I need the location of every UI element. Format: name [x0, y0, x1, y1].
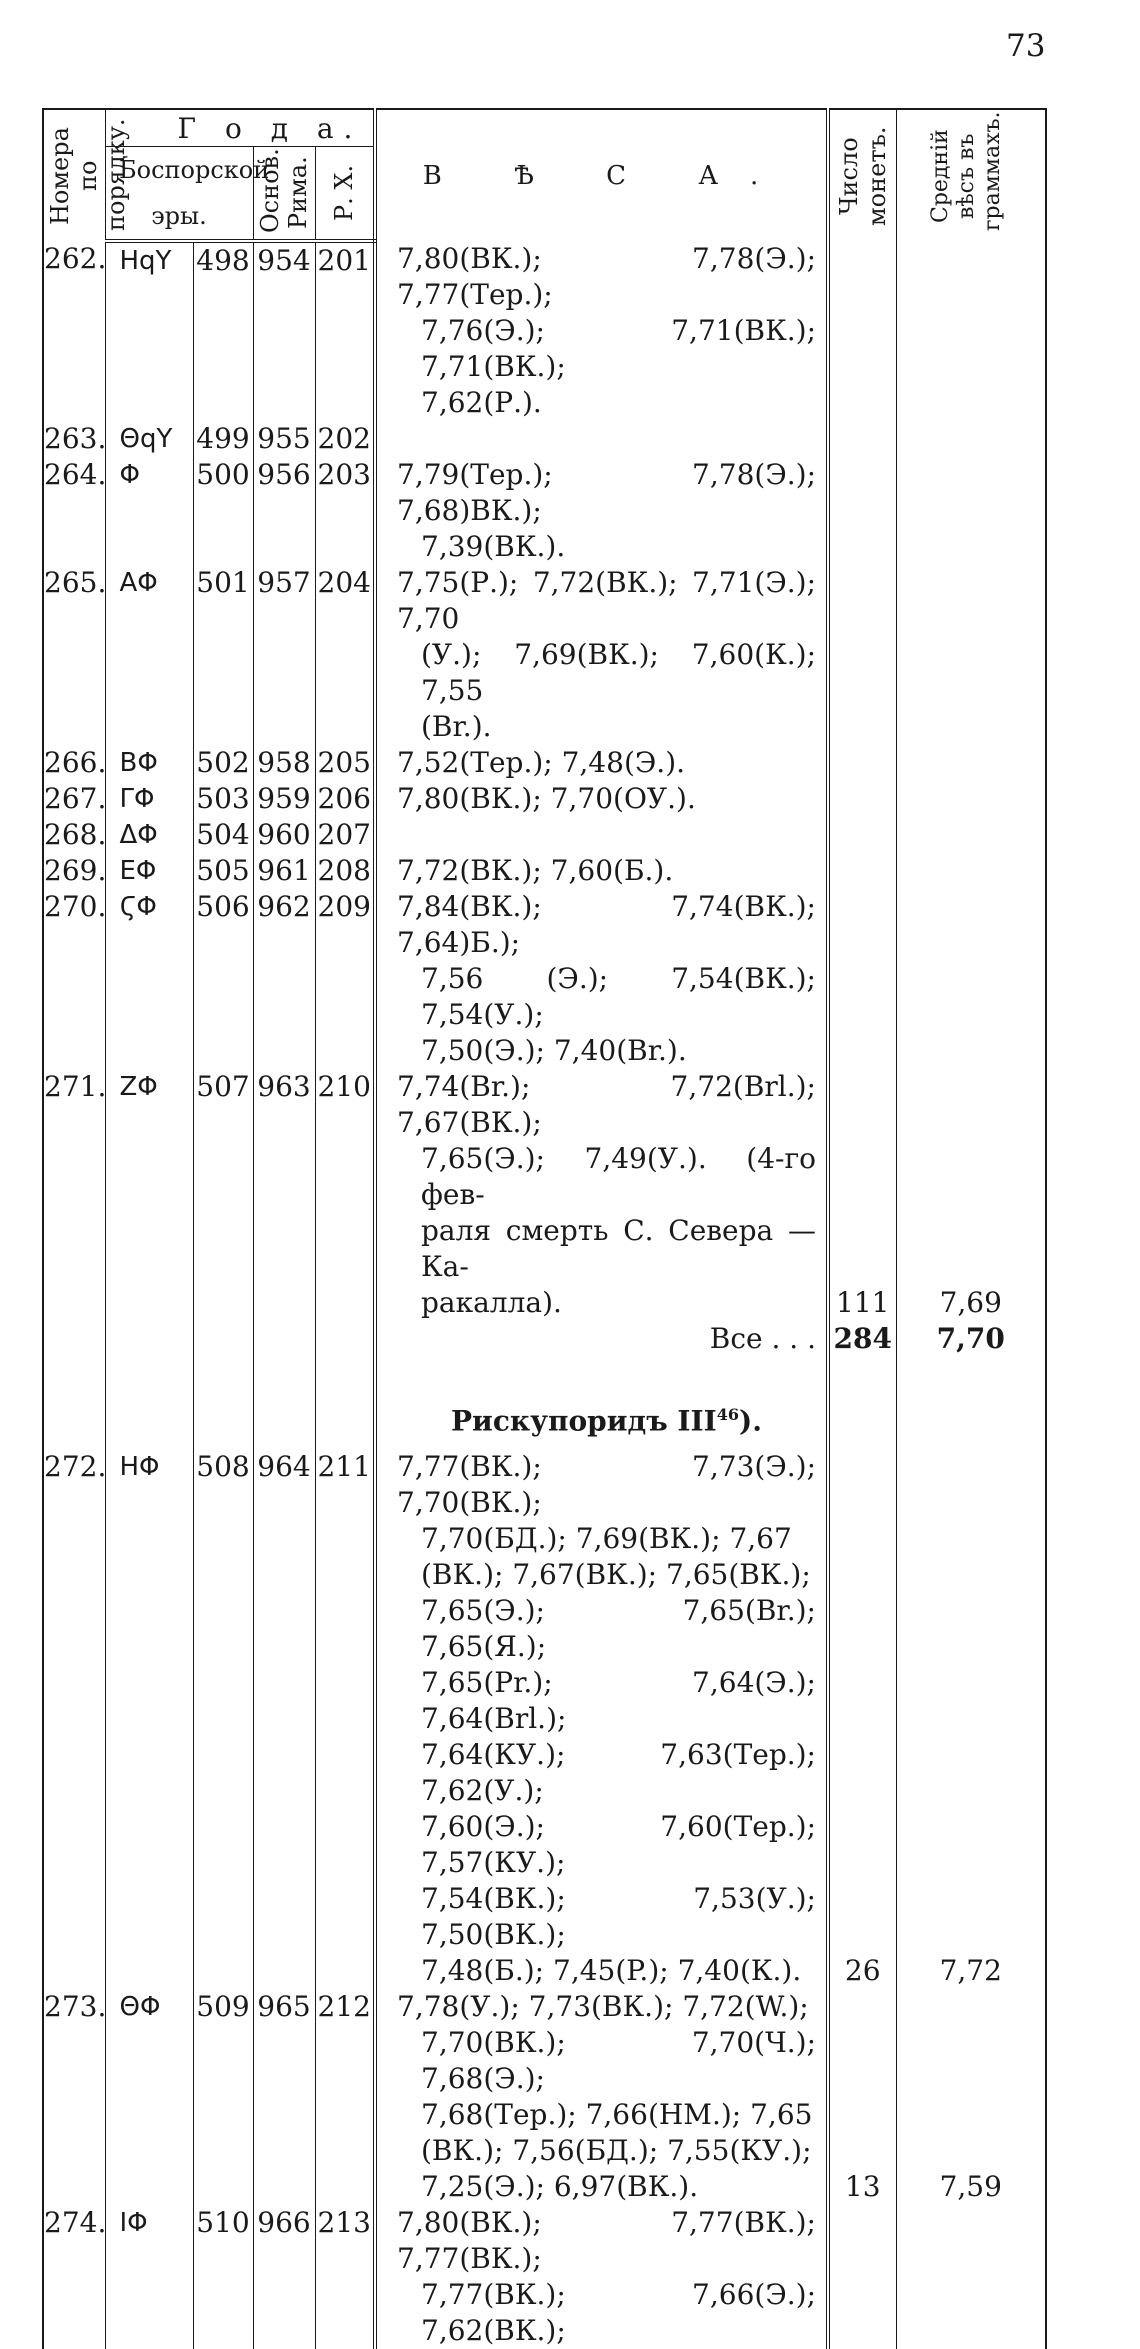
weights-cell: [375, 781, 828, 817]
average-weight: [896, 565, 1046, 745]
table-row: [43, 1989, 1046, 2205]
table-row: [43, 817, 1046, 853]
weights-cell: [375, 889, 828, 1069]
row-number: 271.: [43, 1069, 105, 1321]
coin-count: [828, 817, 896, 853]
coin-count: [828, 853, 896, 889]
header-count: Число монетъ.: [828, 109, 896, 241]
header-weights: В Ѣ С А.: [375, 109, 828, 241]
coin-count: 13: [828, 1989, 896, 2205]
weight-line: (ВК.); 7,56(БД.); 7,55(КУ.);: [421, 2134, 812, 2168]
era-year: 503: [193, 781, 253, 817]
weight-line: 7,62(Р.).: [421, 386, 542, 419]
weight-line: 7,77(ВК.); 7,73(Э.); 7,70(ВК.);: [397, 1450, 816, 1520]
header-era: Боспорской эры.: [105, 147, 253, 242]
ad-year: 205: [315, 745, 375, 781]
weights-table: [42, 108, 1047, 2349]
rome-year: 954: [253, 241, 315, 421]
ad-year: 203: [315, 457, 375, 565]
coin-count: [828, 565, 896, 745]
average-weight: [896, 2205, 1046, 2349]
greek-year: HqY: [105, 241, 193, 421]
row-number: 267.: [44, 782, 107, 815]
weight-line: 7,50(Э.); 7,40(Br.).: [421, 1034, 687, 1067]
table-row: [43, 1069, 1046, 1321]
weight-line: (У.); 7,69(ВК.); 7,60(К.); 7,55: [421, 638, 816, 707]
header-number: Номера по порядку.: [43, 109, 105, 241]
coin-count: 26: [828, 1449, 896, 1989]
greek-year: ΘqY: [105, 421, 193, 457]
rome-year: 961: [253, 853, 315, 889]
weight-line: 7,56 (Э.); 7,54(ВК.); 7,54(У.);: [421, 962, 816, 1031]
header-years: Г о д а.: [105, 109, 375, 147]
weights-cell: [375, 1449, 828, 1989]
weight-line: 7,68(Тер.); 7,66(HM.); 7,65: [421, 2098, 813, 2132]
weight-line: 7,70(БД.); 7,69(ВК.); 7,67: [421, 1522, 792, 1556]
greek-year: Φ: [105, 457, 193, 565]
weight-line: 7,75(Р.); 7,72(ВК.); 7,71(Э.); 7,70: [397, 566, 816, 635]
header-rome: Основ. Рима.: [253, 147, 315, 242]
table-row: [43, 889, 1046, 1069]
greek-year: ϚΦ: [105, 889, 193, 1069]
greek-year: ΘΦ: [105, 1989, 193, 2205]
summary-row: [43, 1321, 1046, 1357]
average-weight: [896, 781, 1046, 817]
ad-year: 211: [315, 1449, 375, 1989]
table-body-2: [43, 1449, 1046, 2349]
weights-cell: [375, 853, 828, 889]
era-year: 502: [193, 745, 253, 781]
average-weight: 7,69: [896, 1069, 1046, 1321]
greek-year: AΦ: [105, 565, 193, 745]
weights-cell: [375, 745, 828, 781]
rome-year: 962: [253, 889, 315, 1069]
weight-line: ракалла).: [421, 1286, 562, 1319]
weight-line: 7,79(Тер.); 7,78(Э.); 7,68)ВК.);: [397, 458, 816, 527]
table-row: [43, 2205, 1046, 2349]
header-average: Среднiй вѣсъ въ граммахъ.: [896, 109, 1046, 241]
row-number: 265.: [43, 565, 105, 745]
coin-count: [828, 889, 896, 1069]
page-number: 73: [1006, 28, 1046, 64]
weights-cell: [375, 817, 828, 853]
weights-cell: [375, 457, 828, 565]
table-row: [43, 745, 1046, 781]
table-row: [43, 853, 1046, 889]
ad-year: 212: [315, 1989, 375, 2205]
weight-line: 7,74(Br.); 7,72(Brl.); 7,67(ВК.);: [397, 1070, 816, 1139]
ad-year: 210: [315, 1069, 375, 1321]
coin-count: [828, 745, 896, 781]
rome-year: 965: [253, 1989, 315, 2205]
table-row: [43, 421, 1046, 457]
weight-line: раля смерть С. Севера — Ка-: [421, 1214, 816, 1283]
weight-line: 7,84(ВК.); 7,74(ВК.); 7,64)Б.);: [397, 890, 816, 959]
row-number: 269.: [44, 854, 107, 887]
weights-cell: [375, 2205, 828, 2349]
weight-line: 7,25(Э.); 6,97(ВК.).: [421, 2170, 699, 2204]
row-number: 270.: [43, 889, 105, 1069]
summary-count: 284: [828, 1321, 896, 1357]
ad-year: 206: [315, 781, 375, 817]
era-year: 500: [193, 457, 253, 565]
average-weight: [896, 421, 1046, 457]
rome-year: 959: [253, 781, 315, 817]
row-number: 262.: [43, 241, 105, 421]
rome-year: 958: [253, 745, 315, 781]
rome-year: 966: [253, 2205, 315, 2349]
ad-year: 207: [315, 817, 375, 853]
coin-count: [828, 421, 896, 457]
greek-year: ΓΦ: [105, 781, 193, 817]
weight-line: 7,70(ВК.); 7,70(Ч.); 7,68(Э.);: [421, 2026, 816, 2096]
coin-count: [828, 781, 896, 817]
ad-year: 209: [315, 889, 375, 1069]
rome-year: 956: [253, 457, 315, 565]
era-year: 510: [193, 2205, 253, 2349]
weight-line: 7,52(Тер.); 7,48(Э.).: [397, 746, 686, 779]
table-row: [43, 241, 1046, 421]
weight-line: 7,65(Э.); 7,65(Br.); 7,65(Я.);: [421, 1594, 816, 1664]
weight-line: 7,80(ВК.); 7,77(ВК.); 7,77(ВК.);: [397, 2206, 816, 2276]
greek-year: BΦ: [105, 745, 193, 781]
average-weight: [896, 241, 1046, 421]
greek-year: ZΦ: [105, 1069, 193, 1321]
era-year: 499: [193, 421, 253, 457]
era-year: 508: [193, 1449, 253, 1989]
summary-section: [43, 1321, 1046, 1449]
coin-count: [828, 457, 896, 565]
row-number: 274.: [43, 2205, 105, 2349]
weight-line: 7,80(ВК.); 7,70(ОУ.).: [397, 782, 696, 815]
summary-average: 7,70: [896, 1321, 1046, 1357]
summary-label: Все . . .: [375, 1321, 828, 1357]
weight-line: 7,39(ВК.).: [421, 530, 566, 563]
weight-line: 7,64(КУ.); 7,63(Тер.); 7,62(У.);: [421, 1738, 816, 1808]
average-weight: [896, 853, 1046, 889]
era-year: 506: [193, 889, 253, 1069]
weight-line: 7,76(Э.); 7,71(ВК.); 7,71(ВК.);: [421, 314, 816, 383]
weight-line: 7,78(У.); 7,73(ВК.); 7,72(W.);: [397, 1990, 809, 2024]
coin-count: 111: [828, 1069, 896, 1321]
row-number: 266.: [44, 746, 107, 779]
ad-year: 208: [315, 853, 375, 889]
header-ad: Р. Х.: [315, 147, 375, 242]
average-weight: [896, 457, 1046, 565]
row-number: 272.: [43, 1449, 105, 1989]
coin-count: [828, 2205, 896, 2349]
weight-line: 7,60(Э.); 7,60(Тер.); 7,57(КУ.);: [421, 1810, 816, 1880]
weight-line: 7,65(Э.); 7,49(У.). (4-го фев-: [421, 1142, 816, 1211]
weight-line: 7,48(Б.); 7,45(P.); 7,40(К.).: [421, 1954, 802, 1988]
ad-year: 202: [315, 421, 375, 457]
rome-year: 955: [253, 421, 315, 457]
weights-cell: [375, 241, 828, 421]
average-weight: [896, 817, 1046, 853]
weight-line: (ВК.); 7,67(ВК.); 7,65(ВК.);: [421, 1558, 811, 1592]
era-year: 498: [193, 241, 253, 421]
average-weight: [896, 745, 1046, 781]
weights-cell: [375, 1069, 828, 1321]
table-row: [43, 1449, 1046, 1989]
section-heading-row: [43, 1357, 1046, 1449]
table-row: [43, 565, 1046, 745]
table-body-1: [43, 241, 1046, 1321]
row-number: 263.: [44, 422, 107, 455]
section-title: Рискупоридъ III$^{46}$).: [375, 1357, 828, 1449]
era-year: 505: [193, 853, 253, 889]
weight-line: 7,65(Pr.); 7,64(Э.); 7,64(Brl.);: [421, 1666, 816, 1736]
table-row: [43, 457, 1046, 565]
weight-line: 7,72(ВК.); 7,60(Б.).: [397, 854, 674, 887]
era-year: 501: [193, 565, 253, 745]
row-number: 264.: [43, 457, 105, 565]
rome-year: 957: [253, 565, 315, 745]
era-year: 509: [193, 1989, 253, 2205]
weight-line: 7,54(ВК.); 7,53(У.); 7,50(ВК.);: [421, 1882, 816, 1952]
weights-cell: [375, 1989, 828, 2205]
weight-line: 7,80(ВК.); 7,78(Э.); 7,77(Тер.);: [397, 242, 816, 311]
coin-count: [828, 241, 896, 421]
average-weight: 7,72: [896, 1449, 1046, 1989]
greek-year: ΔΦ: [105, 817, 193, 853]
average-weight: 7,59: [896, 1989, 1046, 2205]
weight-line: (Br.).: [421, 710, 492, 743]
ad-year: 213: [315, 2205, 375, 2349]
rome-year: 960: [253, 817, 315, 853]
ad-year: 204: [315, 565, 375, 745]
ad-year: 201: [315, 241, 375, 421]
weight-line: 7,77(ВК.); 7,66(Э.); 7,62(ВК.);: [421, 2278, 816, 2348]
row-number: 273.: [43, 1989, 105, 2205]
greek-year: IΦ: [105, 2205, 193, 2349]
era-year: 507: [193, 1069, 253, 1321]
weights-cell: [375, 565, 828, 745]
table-row: [43, 781, 1046, 817]
average-weight: [896, 889, 1046, 1069]
row-number: 268.: [44, 818, 107, 851]
weights-cell: [375, 421, 828, 457]
greek-year: HΦ: [105, 1449, 193, 1989]
era-year: 504: [193, 817, 253, 853]
greek-year: EΦ: [105, 853, 193, 889]
rome-year: 964: [253, 1449, 315, 1989]
rome-year: 963: [253, 1069, 315, 1321]
